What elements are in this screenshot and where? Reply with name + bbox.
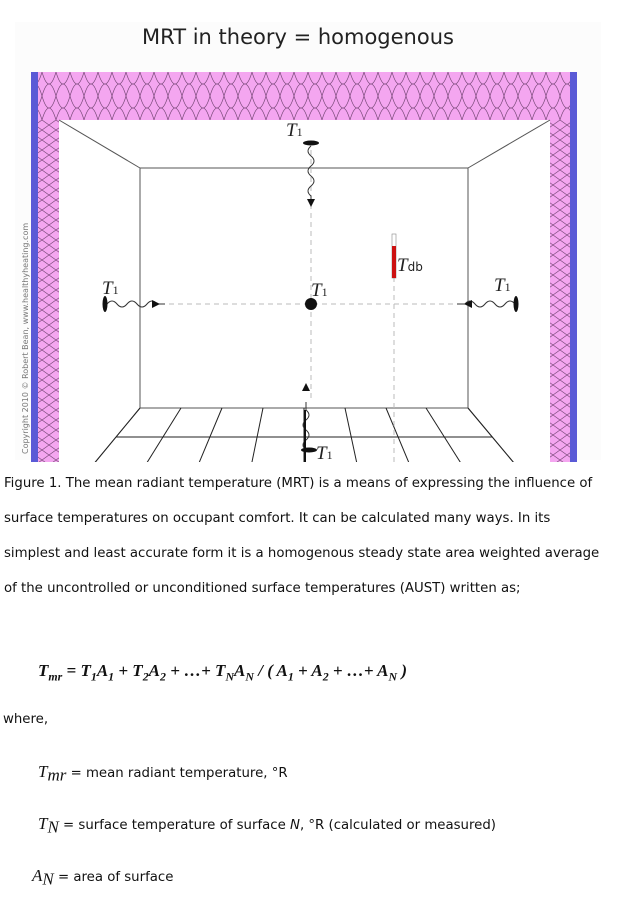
figure-title: MRT in theory = homogenous [142,25,454,49]
label-ceiling-t: T1 [286,120,303,141]
label-left-t: T1 [102,278,119,299]
definition-an: $A_N$ = area of surface [32,866,174,889]
label-right-t: T1 [494,275,511,296]
thermometer-fill [392,246,396,278]
definition-tn: $T_N$ = surface temperature of surface N, °R (calculated or measured) [38,814,496,837]
mrt-formula: $T_{mr} = T_1A_1 + T_2A_2$ + …+ $T_NA_N$ / ( $A_1 + A_2$ + …+ $A_N$ ) [38,661,407,684]
copyright-text: Copyright 2010 © Robert Bean, www.healthyheating.com [21,222,30,454]
right-wall-insulation [550,120,570,462]
left-wall-insulation [38,120,59,462]
ceiling-insulation [38,72,570,120]
where-label: where, [3,712,49,727]
label-floor-t: T1 [316,443,333,462]
figure-caption: Figure 1. The mean radiant temperature (MRT) is a means of expressing the influence of surface temperatures on occupant comfort. It can be calculated many ways. In its simplest and least accurate form it is a homogenous steady state area weighted average of the uncontrolled or unconditioned surface temperatures (AUST) written as; [4,476,600,596]
label-tdb: Tdb [397,255,423,276]
definition-tmr: $T_{mr}$ = mean radiant temperature, °R [38,762,288,785]
label-center-t: T1 [311,280,328,301]
